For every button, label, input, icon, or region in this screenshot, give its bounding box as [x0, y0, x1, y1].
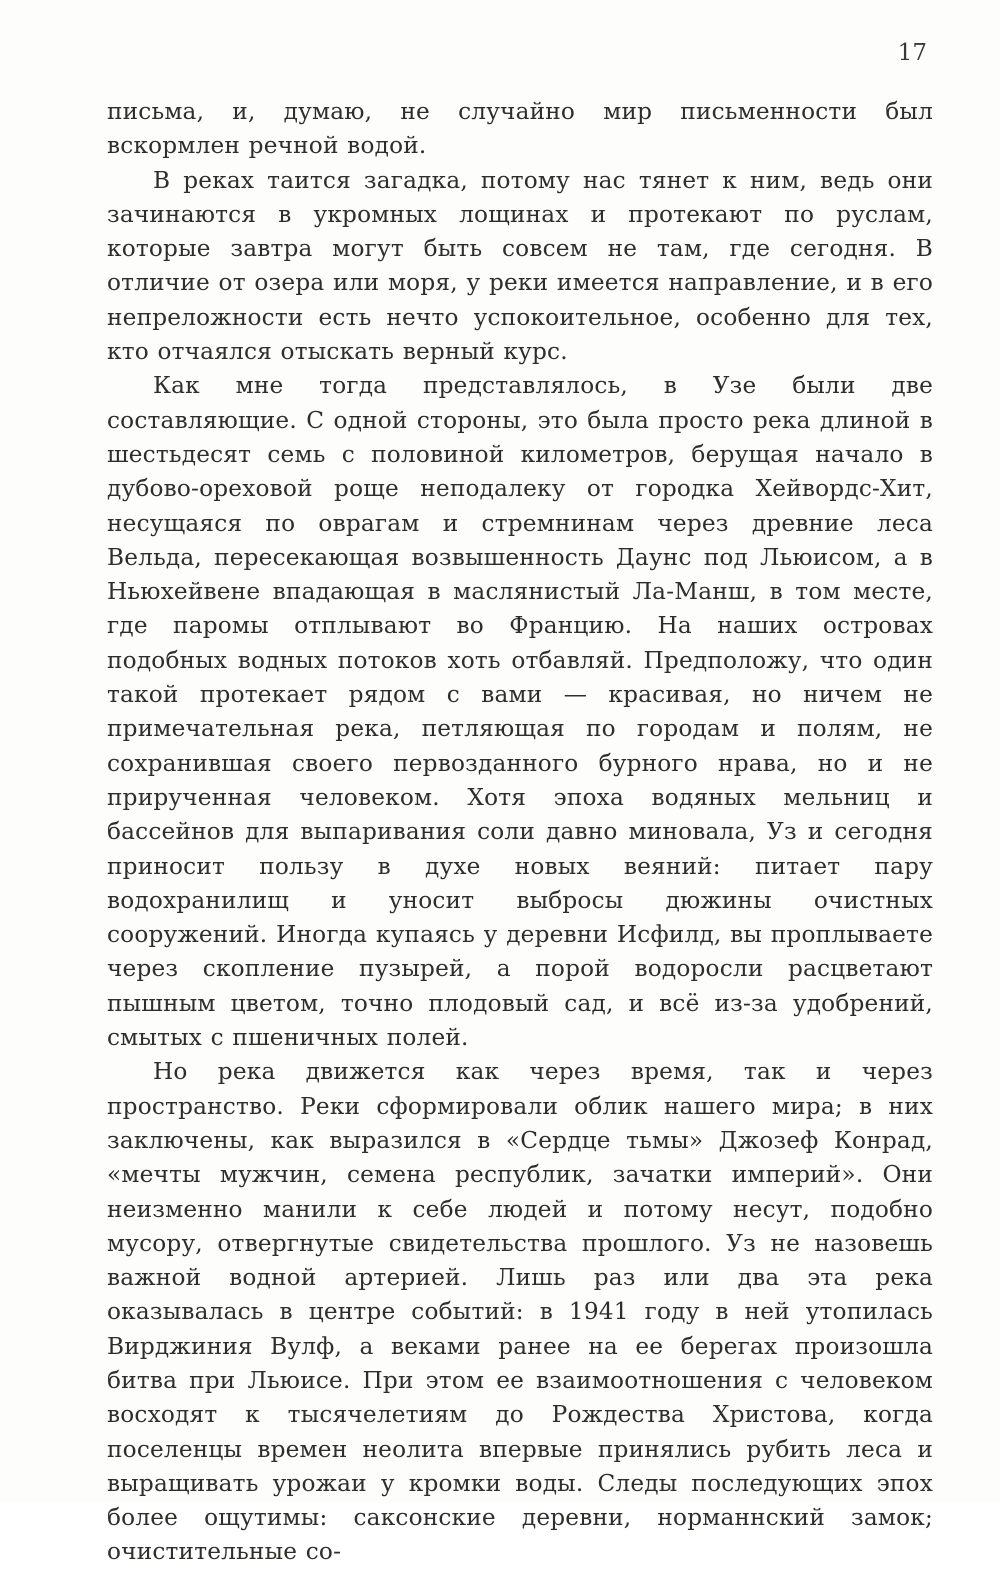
- paragraph-river-time: Но река движется как через время, так и через пространство. Реки сформировали облик нашего мира; в них заключены, как выразился в «Сердце тьмы» Джозеф Конрад, «мечты мужчин, семена республик, зачатки империй». Они неизменно манили к себе людей и потому несут, подобно мусору, отвергнутые свидетельства прошлого. Уз не назовешь важной водной артерией. Лишь раз или два эта река оказывалась в центре событий: в 1941 году в ней утопилась Вирджиния Вулф, а веками ранее на ее берегах произошла битва при Льюисе. При этом ее взаимоотношения с человеком восходят к тысячелетиям до Рождества Христова, когда поселенцы времен неолита впервые принялись рубить леса и выращивать урожаи у кромки воды. Следы последующих эпох более ощутимы: саксонские деревни, норманнский замок; очистительные со-: [107, 1058, 933, 1566]
- body-text: [107, 95, 933, 1570]
- page-number: 17: [897, 40, 927, 66]
- paragraph-rivers-mystery: В реках таится загадка, потому нас тянет к ним, ведь они зачинаются в укромных лощинах и протекают по руслам, которые завтра могут быть совсем не там, где сегодня. В отличие от озера или моря, у реки имеется направление, и в его непреложности есть нечто успокоительное, особенно для тех, кто отчаялся отыскать верный курс.: [107, 166, 933, 366]
- paragraph-ouse-description: Как мне тогда представлялось, в Узе были две составляющие. С одной стороны, это была просто река длиной в шестьдесят семь с половиной километров, берущая начало в дубово-ореховой роще неподалеку от городка Хейвордс-Хит, несущаяся по оврагам и стремнинам через древние леса Вельда, пересекающая возвышенность Даунс под Льюисом, а в Ньюхейвене впадающая в маслянистый Ла-Манш, в том месте, где паромы отплывают во Францию. На наших островах подобных водных потоков хоть отбавляй. Предположу, что один такой протекает рядом с вами — красивая, но ничем не примечательная река, петляющая по городам и полям, не сохранившая своего первозданного бурного нрава, но и не прирученная человеком. Хотя эпоха водяных мельниц и бассейнов для выпаривания соли давно миновала, Уз и сегодня приносит пользу в духе новых веяний: питает пару водохранилищ и уносит выбросы дюжины очистных сооружений. Иногда купаясь у деревни Исфилд, вы проплываете через скопление пузырей, а порой водоросли расцветают пышным цветом, точно плодовый сад, и всё из-за удобрений, смытых с пшеничных полей.: [107, 372, 933, 1052]
- paragraph-continuation: письма, и, думаю, не случайно мир письменности был вскормлен речной водой.: [107, 98, 933, 160]
